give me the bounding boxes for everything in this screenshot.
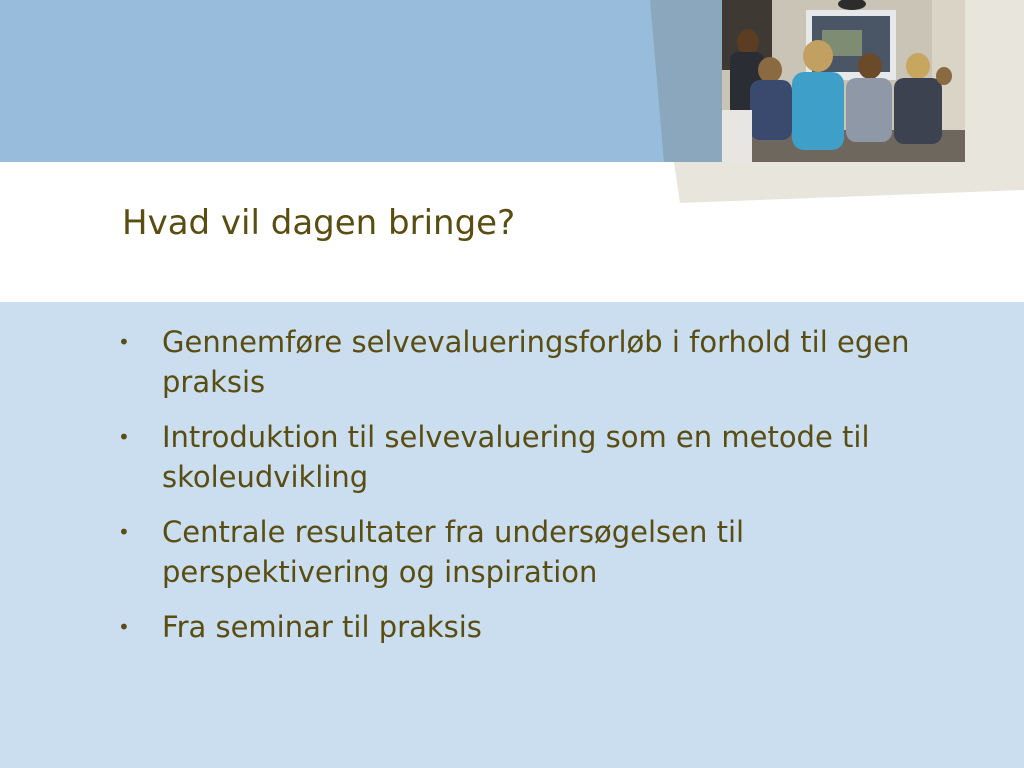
bullet-item [118, 322, 978, 402]
bullet-item [118, 512, 978, 592]
bullet-item [118, 607, 978, 647]
classroom-photo [722, 0, 965, 162]
bullet-text: Introduktion til selvevaluering som en metode til skoleudvikling [162, 420, 870, 494]
bullet-text: Centrale resultater fra undersøgelsen til perspektivering og inspiration [162, 515, 745, 589]
bullet-list [118, 322, 978, 662]
bullet-dot-icon: • [118, 330, 130, 354]
bullet-text: Fra seminar til praksis [162, 610, 482, 644]
bullet-dot-icon: • [118, 425, 130, 449]
bullet-item [118, 417, 978, 497]
slide-title: Hvad vil dagen bringe? [122, 203, 516, 243]
bullet-text: Gennemføre selvevalueringsforløb i forhold til egen praksis [162, 325, 910, 399]
bullet-dot-icon: • [118, 520, 130, 544]
bullet-dot-icon: • [118, 615, 130, 639]
